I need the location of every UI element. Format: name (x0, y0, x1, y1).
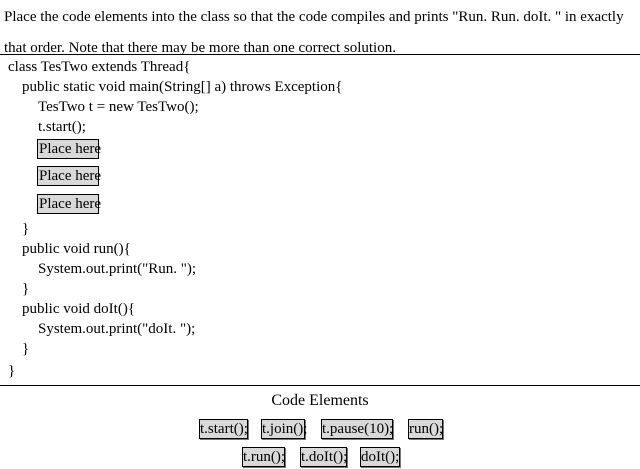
code-element-t-run[interactable]: t.run(); (243, 449, 286, 465)
instructions-text: Place the code elements into the class so that the code compiles and prints "Run. Run. doIt. " in exactly that order. Note that there may be more than one correct solution. (4, 9, 624, 56)
code-line-class-close: } (8, 363, 16, 379)
code-element-doit[interactable]: doIt(); (361, 449, 400, 465)
drop-slot-2[interactable]: Place here (39, 168, 102, 184)
code-element-t-pause[interactable]: t.pause(10); (322, 421, 394, 437)
code-line-run-close: } (22, 281, 30, 297)
top-divider (0, 54, 640, 55)
code-line-run-body: System.out.print("Run. "); (38, 261, 197, 277)
code-element-t-join[interactable]: t.join(); (262, 421, 308, 437)
bottom-divider (0, 385, 640, 386)
drop-slot-1[interactable]: Place here (39, 141, 102, 157)
code-elements-heading: Code Elements (271, 392, 369, 409)
code-line-doit-decl: public void doIt(){ (22, 301, 136, 317)
code-element-t-start[interactable]: t.start(); (200, 421, 248, 437)
code-line-main-close: } (22, 221, 30, 237)
code-line-new-instance: TesTwo t = new TesTwo(); (38, 99, 199, 115)
code-line-doit-body: System.out.print("doIt. "); (38, 321, 196, 337)
code-element-run[interactable]: run(); (409, 421, 444, 437)
code-line-run-decl: public void run(){ (22, 241, 131, 257)
code-line-class-decl: class TesTwo extends Thread{ (8, 59, 191, 75)
code-line-main-decl: public static void main(String[] a) throws Exception{ (22, 79, 343, 95)
code-element-t-doit[interactable]: t.doIt(); (301, 449, 348, 465)
code-line-start-call: t.start(); (38, 119, 86, 135)
code-line-doit-close: } (22, 341, 30, 357)
drop-slot-3[interactable]: Place here (39, 196, 102, 212)
